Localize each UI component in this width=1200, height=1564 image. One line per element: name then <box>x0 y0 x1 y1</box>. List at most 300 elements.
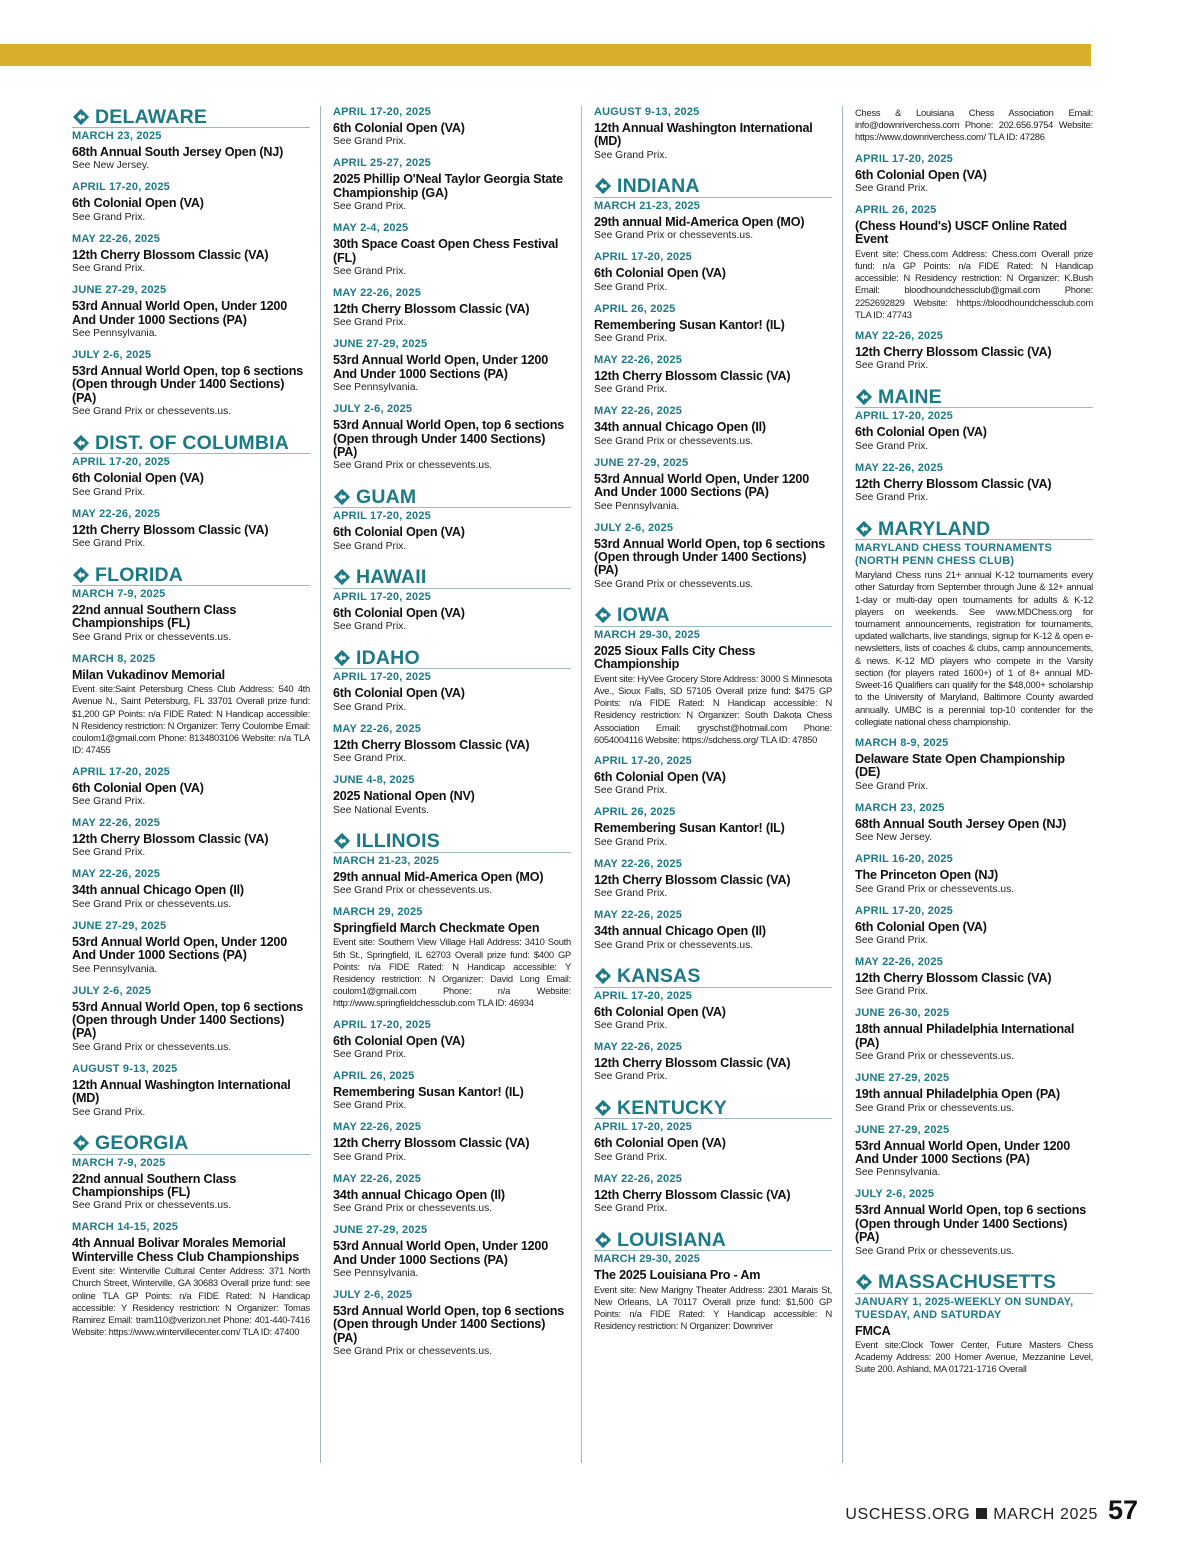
event-listing <box>855 542 1093 728</box>
state-heading <box>333 567 571 589</box>
event-title: 29th annual Mid-America Open (MO) <box>333 869 544 884</box>
event-listing <box>333 591 571 633</box>
event-details: Event site:Saint Petersburg Chess Club Address: 540 4th Avenue N., Saint Petersburg, FL 33701 Overall prize fund: $1,200 GP Points: n/a FIDE Rated: N Handicap accessible: N Residency restriction: N Organizer: Terry Coulombe Email: coulom1@gmail.com Phone: 8134803106 Website: n/a TLA ID: 47455 <box>72 683 310 756</box>
event-listing <box>855 802 1093 844</box>
event-title: 2025 National Open (NV) <box>333 789 475 804</box>
event-date: MAY 22-26, 2025 <box>72 816 161 829</box>
event-title: 29th annual Mid-America Open (MO) <box>594 214 805 229</box>
event-note: See Grand Prix. <box>333 753 407 765</box>
event-date: MAY 22-26, 2025 <box>333 287 422 300</box>
event-note: See Grand Prix or chessevents.us. <box>333 884 493 896</box>
event-listing <box>333 1121 571 1163</box>
event-title: 53rd Annual World Open, Under 1200 And Under 1000 Sections (PA) <box>594 471 810 500</box>
event-title: 18th annual Philadelphia International (PA) <box>855 1022 1075 1050</box>
event-note: See Pennsylvania. <box>333 382 419 394</box>
event-title: 6th Colonial Open (VA) <box>594 1004 726 1019</box>
event-date: APRIL 17-20, 2025 <box>855 904 953 917</box>
direction-sign-icon <box>72 108 90 126</box>
direction-sign-icon <box>594 1099 612 1117</box>
event-listing <box>855 853 1093 895</box>
event-date: MARCH 14-15, 2025 <box>72 1221 179 1234</box>
event-note: See Grand Prix. <box>855 780 929 792</box>
state-name: MARYLAND <box>878 517 991 540</box>
state-name: GUAM <box>356 485 417 508</box>
event-note: See Grand Prix. <box>72 795 146 807</box>
event-title: 6th Colonial Open (VA) <box>72 471 204 486</box>
event-date: APRIL 17-20, 2025 <box>333 510 431 523</box>
event-date: JUNE 27-29, 2025 <box>72 919 167 932</box>
event-note: See Grand Prix. <box>72 263 146 275</box>
direction-sign-icon <box>333 832 351 850</box>
state-name: KANSAS <box>617 965 701 988</box>
event-note: See Grand Prix. <box>855 986 929 998</box>
event-listing <box>855 107 1093 144</box>
state-name: IDAHO <box>356 646 420 669</box>
event-note: See Grand Prix. <box>855 934 929 946</box>
event-listing <box>72 1221 310 1338</box>
event-date: APRIL 26, 2025 <box>594 806 676 819</box>
event-note: See Grand Prix. <box>594 384 668 396</box>
event-date: JUNE 27-29, 2025 <box>855 1123 950 1136</box>
event-date: MARCH 29, 2025 <box>333 905 423 918</box>
page-footer <box>845 1495 1138 1526</box>
event-listing <box>594 1121 832 1163</box>
event-title: 12th Cherry Blossom Classic (VA) <box>594 1055 791 1070</box>
event-title: 53rd Annual World Open, top 6 sections (Open through Under 1400 Sections) (PA) <box>333 1303 565 1345</box>
event-note: See Grand Prix or chessevents.us. <box>333 1203 493 1215</box>
event-date: AUGUST 9-13, 2025 <box>594 106 700 118</box>
event-listing <box>333 1224 571 1280</box>
event-date: MAY 22-26, 2025 <box>855 955 944 968</box>
event-listing <box>333 1173 571 1215</box>
event-date: MARCH 7-9, 2025 <box>72 588 166 601</box>
event-date: AUGUST 9-13, 2025 <box>72 1062 178 1075</box>
state-name: GEORGIA <box>95 1132 189 1155</box>
event-note: See Grand Prix. <box>594 149 668 161</box>
event-note: See Grand Prix. <box>72 847 146 859</box>
event-note: See Grand Prix. <box>594 836 668 848</box>
event-date: APRIL 17-20, 2025 <box>855 152 953 165</box>
event-title: 12th Annual Washington International (MD) <box>594 121 813 149</box>
event-date: MAY 22-26, 2025 <box>72 868 161 881</box>
direction-sign-icon <box>72 1134 90 1152</box>
event-date: MAY 22-26, 2025 <box>594 1172 683 1185</box>
event-date: APRIL 26, 2025 <box>855 204 937 217</box>
event-note: See Grand Prix or chessevents.us. <box>594 230 754 242</box>
event-note: See Pennsylvania. <box>333 1267 419 1279</box>
event-title: 68th Annual South Jersey Open (NJ) <box>855 816 1067 831</box>
event-listing <box>72 284 310 340</box>
state-section <box>855 386 1093 504</box>
event-date: APRIL 25-27, 2025 <box>333 157 431 170</box>
event-title: 53rd Annual World Open, top 6 sections (Open through Under 1400 Sections) (PA) <box>594 536 826 578</box>
event-title: 12th Cherry Blossom Classic (VA) <box>855 970 1052 985</box>
event-date: APRIL 17-20, 2025 <box>594 1121 692 1134</box>
event-listing <box>855 1296 1093 1376</box>
event-title: 6th Colonial Open (VA) <box>333 1033 465 1048</box>
event-listing <box>855 153 1093 195</box>
event-title: 53rd Annual World Open, Under 1200 And Under 1000 Sections (PA) <box>333 1239 549 1267</box>
event-date: JUNE 27-29, 2025 <box>72 284 167 297</box>
event-date: JUNE 27-29, 2025 <box>594 456 689 469</box>
event-note: See Grand Prix. <box>333 701 407 713</box>
event-listing <box>594 106 832 162</box>
event-title: 6th Colonial Open (VA) <box>855 167 987 182</box>
event-listing <box>333 1019 571 1061</box>
event-note: See Grand Prix or chessevents.us. <box>72 898 232 910</box>
event-date: JUNE 27-29, 2025 <box>855 1072 950 1085</box>
page-number: 57 <box>1107 1495 1138 1525</box>
event-title: 12th Cherry Blossom Classic (VA) <box>594 872 791 887</box>
event-note: See Grand Prix. <box>594 333 668 345</box>
event-note: See Grand Prix. <box>333 266 407 278</box>
event-listing <box>855 905 1093 947</box>
event-title: 6th Colonial Open (VA) <box>333 121 465 135</box>
event-details: Event site:Clock Tower Center, Future Masters Chess Academy Address: 200 Homer Avenue, Mezzanine Level, Suite 200. Ashland, MA 01721-1716 Overall <box>855 1339 1093 1375</box>
event-listing <box>594 629 832 746</box>
event-listing <box>333 1289 571 1358</box>
event-title: 6th Colonial Open (VA) <box>72 196 204 211</box>
state-heading <box>333 647 571 669</box>
event-note: See Grand Prix. <box>333 1048 407 1060</box>
event-title: (Chess Hound's) USCF Online Rated Event <box>855 219 1067 247</box>
event-listing <box>72 508 310 550</box>
event-date: APRIL 17-20, 2025 <box>72 181 170 194</box>
event-note: See Grand Prix. <box>333 621 407 633</box>
event-date: MAY 22-26, 2025 <box>594 857 683 870</box>
event-title: 4th Annual Bolivar Morales Memorial Winterville Chess Club Championships <box>72 1236 300 1264</box>
state-heading <box>594 1229 832 1251</box>
column-1 <box>72 106 310 1352</box>
event-listing <box>333 287 571 329</box>
event-title: 53rd Annual World Open, top 6 sections (Open through Under 1400 Sections) (PA) <box>855 1203 1087 1245</box>
event-listing <box>855 204 1093 321</box>
event-listing <box>594 990 832 1032</box>
event-date: MAY 22-26, 2025 <box>594 1040 683 1053</box>
event-listing <box>72 349 310 418</box>
state-heading <box>72 564 310 586</box>
column-divider <box>842 106 843 1463</box>
event-listing <box>594 354 832 396</box>
state-section <box>594 605 832 952</box>
direction-sign-icon <box>333 488 351 506</box>
event-listing <box>333 774 571 816</box>
event-note: See Grand Prix. <box>855 360 929 372</box>
event-date: APRIL 17-20, 2025 <box>72 765 170 778</box>
event-note: See Grand Prix. <box>855 492 929 504</box>
direction-sign-icon <box>594 967 612 985</box>
event-listing <box>72 868 310 910</box>
event-listing <box>333 906 571 1010</box>
event-listing <box>333 1070 571 1112</box>
event-listing <box>594 858 832 900</box>
event-listing <box>594 251 832 293</box>
event-listing <box>72 130 310 172</box>
event-listing <box>855 1072 1093 1114</box>
event-note: See Grand Prix. <box>594 1203 668 1215</box>
event-note: See Pennsylvania. <box>72 328 158 340</box>
event-note: See Grand Prix. <box>333 317 407 329</box>
event-title: 6th Colonial Open (VA) <box>333 605 465 620</box>
event-note: See Grand Prix or chessevents.us. <box>855 883 1015 895</box>
column-3 <box>594 106 832 1346</box>
event-title: 12th Cherry Blossom Classic (VA) <box>72 522 269 537</box>
event-listing <box>333 671 571 713</box>
event-listing <box>333 510 571 552</box>
direction-sign-icon <box>855 520 873 538</box>
state-section <box>72 432 310 550</box>
direction-sign-icon <box>594 606 612 624</box>
event-title: 12th Cherry Blossom Classic (VA) <box>72 831 269 846</box>
event-title: 53rd Annual World Open, top 6 sections (Open through Under 1400 Sections) (PA) <box>72 364 304 405</box>
event-title: 53rd Annual World Open, top 6 sections (Open through Under 1400 Sections) (PA) <box>72 999 304 1041</box>
event-title: 68th Annual South Jersey Open (NJ) <box>72 145 284 159</box>
event-date: MARYLAND CHESS TOURNAMENTS (NORTH PENN CHESS CLUB) <box>855 542 1053 568</box>
event-listing <box>72 456 310 498</box>
state-name: DELAWARE <box>95 105 208 128</box>
state-heading <box>594 176 832 198</box>
state-section <box>855 518 1093 1257</box>
event-note: See Grand Prix. <box>594 785 668 797</box>
direction-sign-icon <box>72 434 90 452</box>
event-listing <box>72 920 310 976</box>
event-date: APRIL 26, 2025 <box>333 1069 415 1082</box>
state-heading <box>855 1272 1093 1294</box>
event-date: JUNE 27-29, 2025 <box>333 1224 428 1237</box>
event-note: See Grand Prix. <box>594 888 668 900</box>
event-date: JULY 2-6, 2025 <box>855 1188 935 1201</box>
event-note: See Grand Prix or chessevents.us. <box>594 578 754 590</box>
event-title: 12th Cherry Blossom Classic (VA) <box>855 476 1052 491</box>
event-note: See Grand Prix or chessevents.us. <box>333 1346 493 1358</box>
event-listing <box>594 200 832 242</box>
event-listing <box>72 653 310 757</box>
event-note: See Grand Prix. <box>594 1151 668 1163</box>
state-heading <box>333 486 571 508</box>
state-section <box>333 831 571 1359</box>
event-date: JULY 2-6, 2025 <box>333 1288 413 1301</box>
state-heading <box>594 1097 832 1119</box>
event-listing <box>333 157 571 213</box>
event-title: 53rd Annual World Open, Under 1200 And Under 1000 Sections (PA) <box>72 299 288 327</box>
event-date: APRIL 17-20, 2025 <box>855 410 953 423</box>
event-note: See Grand Prix. <box>333 136 407 148</box>
state-name: ILLINOIS <box>356 830 440 852</box>
event-listing <box>72 817 310 859</box>
state-name: DIST. OF COLUMBIA <box>95 431 290 454</box>
event-date: APRIL 17-20, 2025 <box>72 456 170 469</box>
event-note: See New Jersey. <box>72 160 150 172</box>
event-date: JANUARY 1, 2025-WEEKLY ON SUNDAY, TUESDAY, AND SATURDAY <box>855 1295 1074 1321</box>
direction-sign-icon <box>333 568 351 586</box>
state-section <box>333 567 571 633</box>
event-note: See Grand Prix. <box>72 1106 146 1118</box>
event-title: 6th Colonial Open (VA) <box>855 919 987 934</box>
event-details: Event site: New Marigny Theater Address: 2301 Marais St, New Orleans, LA 70117 Overall prize fund: $1,500 GP Points: n/a FIDE Rated: Y Handicap accessible: N Residency restriction: N Organizer: Downriver <box>594 1283 832 1332</box>
state-heading <box>855 518 1093 540</box>
state-section <box>594 106 832 162</box>
event-note: See Grand Prix or chessevents.us. <box>72 1041 232 1053</box>
event-note: See National Events. <box>333 804 430 816</box>
event-listing <box>594 457 832 513</box>
event-date: MARCH 23, 2025 <box>72 130 162 142</box>
event-date: JUNE 26-30, 2025 <box>855 1007 950 1020</box>
column-divider <box>581 106 582 1463</box>
event-details: Event site: Southern View Village Hall Address: 3410 South 5th St., Springfield, IL 62703 Overall prize fund: $400 GP Points: n/a FIDE Rated: N Handicap accessible: Y Residency restriction: N Organizer: David Long Email: coulom1@gmail.com Phone: n/a Website: http://www.springfieldchessclub.com TLA ID: 46934 <box>333 936 571 1009</box>
direction-sign-icon <box>333 649 351 667</box>
event-date: MAY 22-26, 2025 <box>594 405 683 418</box>
event-title: 6th Colonial Open (VA) <box>855 425 987 440</box>
event-note: See Pennsylvania. <box>855 1167 941 1179</box>
event-listing <box>594 405 832 447</box>
state-section <box>72 564 310 1119</box>
event-note: See Pennsylvania. <box>72 963 158 975</box>
event-date: JUNE 27-29, 2025 <box>333 338 428 351</box>
event-listing <box>594 755 832 797</box>
event-title: 30th Space Coast Open Chess Festival (FL) <box>333 237 559 265</box>
event-date: MARCH 29-30, 2025 <box>594 628 701 641</box>
event-date: MAY 22-26, 2025 <box>333 1172 422 1185</box>
state-name: FLORIDA <box>95 563 184 586</box>
event-title: Delaware State Open Championship (DE) <box>855 751 1065 780</box>
event-date: MARCH 21-23, 2025 <box>333 854 440 867</box>
event-date: MAY 22-26, 2025 <box>333 722 422 735</box>
state-name: KENTUCKY <box>617 1096 727 1119</box>
event-date: APRIL 16-20, 2025 <box>855 853 953 866</box>
event-title: 53rd Annual World Open, Under 1200 And Under 1000 Sections (PA) <box>72 934 288 963</box>
state-section <box>72 106 310 418</box>
event-listing <box>333 855 571 897</box>
event-details: Maryland Chess runs 21+ annual K-12 tournaments every other Saturday from September through June & 12+ annual 1-day or multi-day open tournaments for adults & K-12 players on weekends. See www.MDChess.org for tournament announcements, registration for tournaments, updated wallcharts, live standings, signup for K-12 & open e-newsletters, lists of coaches & clubs, camp announcements, & news. K-12 MD players who compete in the Varsity section (for players rated 1600+) of 1 of 8+ annual MD-Sweet-16 Qualifiers can qualify for the $48,000+ scholarship to the University of Maryland, Baltimore County awarded annually. UMBC is a perennial top-10 contender for the collegiate national chess championship. <box>855 569 1093 727</box>
event-title: Springfield March Checkmate Open <box>333 920 540 935</box>
event-title: Milan Vukadinov Memorial <box>72 667 225 682</box>
column-divider <box>320 106 321 1463</box>
state-heading <box>594 605 832 627</box>
event-note: See Grand Prix. <box>72 486 146 498</box>
footer-issue: MARCH 2025 <box>993 1506 1098 1523</box>
state-section <box>333 486 571 552</box>
event-listing <box>594 522 832 591</box>
direction-sign-icon <box>855 388 873 406</box>
event-title: 2025 Phillip O'Neal Taylor Georgia State Championship (GA) <box>333 172 563 200</box>
event-title: 6th Colonial Open (VA) <box>72 780 204 795</box>
event-date: JULY 2-6, 2025 <box>72 349 152 362</box>
event-listing <box>594 1173 832 1215</box>
state-section <box>333 106 571 472</box>
event-note: See Grand Prix. <box>333 1100 407 1112</box>
event-details: Event site: Winterville Cultural Center Address: 371 North Church Street, Winterville, GA 30683 Overall prize fund: see online TLA GP Points: n/a FIDE Rated: N Handicap accessible: Y Residency restriction: N Organizer: Tomas Ramirez Email: tram110@verizon.net Phone: 401-440-7416 Website: https://www.wintervillecenter.com/ TLA ID: 47400 <box>72 1265 310 1338</box>
event-date: JUNE 4-8, 2025 <box>333 774 415 787</box>
event-title: 6th Colonial Open (VA) <box>594 1136 726 1151</box>
event-note: See Grand Prix or chessevents.us. <box>333 460 493 472</box>
event-listing <box>855 410 1093 452</box>
event-title: 6th Colonial Open (VA) <box>333 525 465 540</box>
event-note: See Grand Prix or chessevents.us. <box>594 435 754 447</box>
state-name: INDIANA <box>617 175 700 198</box>
event-note: See Grand Prix. <box>594 281 668 293</box>
event-note: See Grand Prix. <box>594 1071 668 1083</box>
event-title: 12th Cherry Blossom Classic (VA) <box>333 1136 530 1151</box>
event-listing <box>855 1007 1093 1063</box>
state-name: MAINE <box>878 385 942 408</box>
event-note: See Pennsylvania. <box>594 500 680 512</box>
column-2 <box>333 106 571 1372</box>
event-date: JULY 2-6, 2025 <box>594 521 674 534</box>
event-date: APRIL 26, 2025 <box>594 302 676 315</box>
event-title: 22nd annual Southern Class Championships (FL) <box>72 1171 237 1199</box>
event-date: JULY 2-6, 2025 <box>72 984 152 997</box>
event-date: APRIL 17-20, 2025 <box>594 251 692 264</box>
event-title: 34th annual Chicago Open (Il) <box>72 883 244 898</box>
event-note: See Grand Prix. <box>594 1019 668 1031</box>
state-name: HAWAII <box>356 566 427 589</box>
event-title: Remembering Susan Kantor! (IL) <box>333 1084 524 1099</box>
event-listing <box>855 330 1093 372</box>
event-title: 34th annual Chicago Open (Il) <box>594 924 766 939</box>
event-listing <box>333 222 571 278</box>
event-listing <box>855 462 1093 504</box>
event-date: APRIL 17-20, 2025 <box>333 671 431 684</box>
state-heading <box>72 1133 310 1155</box>
event-title: 19th annual Philadelphia Open (PA) <box>855 1087 1060 1102</box>
state-section <box>594 176 832 591</box>
state-name: MASSACHUSETTS <box>878 1271 1057 1294</box>
state-section <box>855 1272 1093 1376</box>
event-title: FMCA <box>855 1323 891 1338</box>
event-title: The Princeton Open (NJ) <box>855 868 999 883</box>
event-date: APRIL 17-20, 2025 <box>333 1018 431 1031</box>
state-section <box>594 1097 832 1215</box>
event-note: See Grand Prix or chessevents.us. <box>72 1200 232 1212</box>
state-name: IOWA <box>617 604 670 627</box>
event-listing <box>72 181 310 223</box>
event-title: The 2025 Louisiana Pro - Am <box>594 1268 761 1283</box>
event-note: See Grand Prix or chessevents.us. <box>594 939 754 951</box>
event-title: 53rd Annual World Open, top 6 sections (Open through Under 1400 Sections) (PA) <box>333 418 565 460</box>
event-title: 12th Cherry Blossom Classic (VA) <box>594 1187 791 1202</box>
event-date: MARCH 29-30, 2025 <box>594 1253 701 1266</box>
event-listing <box>594 909 832 951</box>
event-details: Event site: Chess.com Address: Chess.com Overall prize fund: n/a GP Points: n/a FIDE Rated: N Handicap accessible: N Residency restriction: N Organizer: K.Bush Email: bloodhoundchessclub@gmail.com Phone: 2252692829 Website: hhttps://bloodhoundchessclub.com TLA ID: 47743 <box>855 247 1093 320</box>
state-heading <box>333 831 571 853</box>
column-4 <box>855 106 1093 1390</box>
state-section <box>855 107 1093 372</box>
event-listing <box>855 737 1093 793</box>
event-listing <box>72 1063 310 1119</box>
event-title: 6th Colonial Open (VA) <box>594 266 726 281</box>
event-title: 53rd Annual World Open, Under 1200 And Under 1000 Sections (PA) <box>855 1138 1071 1166</box>
state-heading <box>72 106 310 128</box>
event-listing <box>333 723 571 765</box>
event-listing <box>72 766 310 808</box>
event-title: 12th Annual Washington International (MD) <box>72 1077 291 1106</box>
event-date: MAY 22-26, 2025 <box>855 330 944 343</box>
state-section <box>594 1229 832 1332</box>
direction-sign-icon <box>855 1273 873 1291</box>
event-title: 34th annual Chicago Open (Il) <box>333 1187 505 1202</box>
event-listing <box>594 806 832 848</box>
event-title: 6th Colonial Open (VA) <box>594 769 726 784</box>
event-date: APRIL 17-20, 2025 <box>594 989 692 1002</box>
event-date: MARCH 21-23, 2025 <box>594 199 701 212</box>
event-listing <box>72 588 310 644</box>
state-section <box>594 966 832 1084</box>
state-section <box>72 1133 310 1339</box>
event-date: MAY 22-26, 2025 <box>333 1121 422 1134</box>
event-date: MAY 22-26, 2025 <box>594 909 683 922</box>
event-date: APRIL 17-20, 2025 <box>594 754 692 767</box>
state-heading <box>72 432 310 454</box>
